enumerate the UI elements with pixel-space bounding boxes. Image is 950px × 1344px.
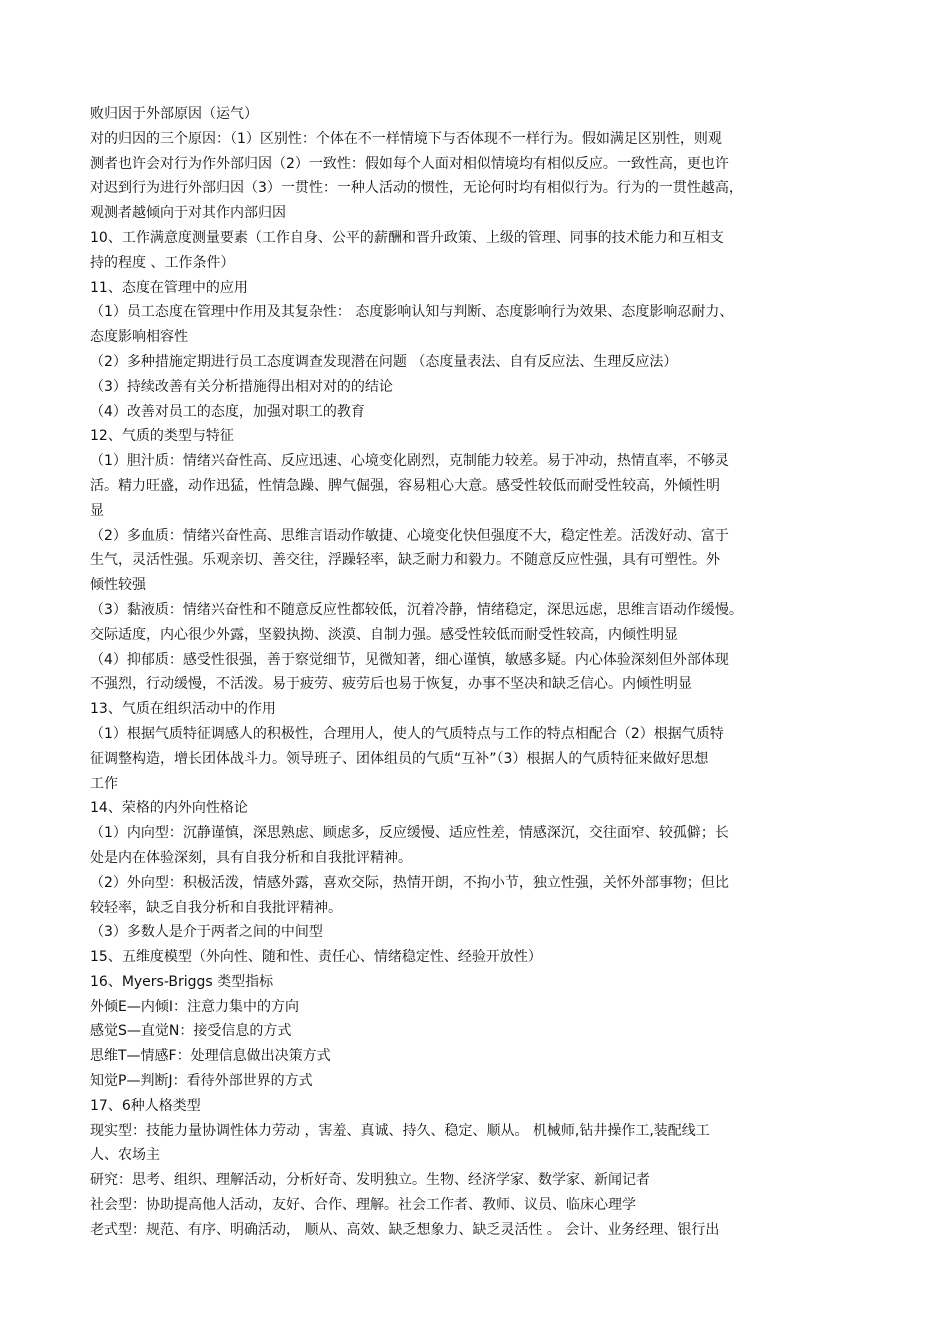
text-line: 观测者越倾向于对其作内部归因 bbox=[90, 205, 286, 222]
text-line: （2）多血质：情绪兴奋性高、思维言语动作敏捷、心境变化快但强度不大，稳定性差。活泼好动、富于 bbox=[90, 527, 729, 544]
text-line: 测者也许会对行为作外部归因（2）一致性：假如每个人面对相似情境均有相似反应。一致性高，更也许 bbox=[90, 155, 729, 172]
text-line: 较轻率，缺乏自我分析和自我批评精神。 bbox=[90, 899, 342, 916]
text-line: （4）改善对员工的态度，加强对职工的教育 bbox=[90, 403, 365, 420]
text-line: （3）多数人是介于两者之间的中间型 bbox=[90, 924, 323, 941]
text-line: 不强烈，行动缓慢，不活泼。易于疲劳、疲劳后也易于恢复，办事不坚决和缺乏信心。内倾性明显 bbox=[90, 676, 692, 693]
text-line: 交际适度，内心很少外露，坚毅执拗、淡漠、自制力强。感受性较低而耐受性较高，内倾性明显 bbox=[90, 626, 678, 643]
text-line: 态度影响相容性 bbox=[90, 329, 188, 346]
section-heading: 17、6种人格类型 bbox=[90, 1097, 201, 1114]
text-line: 败归因于外部原因（运气） bbox=[90, 106, 258, 122]
text-line: （1）内向型：沉静谨慎，深思熟虑、顾虑多，反应缓慢、适应性差，情感深沉，交往面窄、较孤僻；长 bbox=[90, 825, 729, 842]
text-line: 感觉S—直觉N：接受信息的方式 bbox=[90, 1023, 292, 1040]
text-line: 征调整构造，增长团体战斗力。领导班子、团体组员的气质“互补”（3）根据人的气质特征来做好思想 bbox=[90, 750, 709, 767]
text-line: 外倾E—内倾I：注意力集中的方向 bbox=[90, 998, 299, 1015]
section-heading: 16、Myers-Briggs 类型指标 bbox=[90, 973, 274, 990]
text-line: 人、农场主 bbox=[90, 1147, 160, 1164]
text-line: 显 bbox=[90, 502, 104, 519]
section-heading: 11、态度在管理中的应用 bbox=[90, 279, 248, 296]
section-heading: 14、荣格的内外向性格论 bbox=[90, 800, 248, 817]
text-line: （3）黏液质：情绪兴奋性和不随意反应性都较低，沉着冷静，情绪稳定，深思远虑，思维言语动作缓慢。 bbox=[90, 601, 743, 618]
text-line: （1）根据气质特征调感人的积极性，合理用人，使人的气质特点与工作的特点相配合（2）根据气质特 bbox=[90, 725, 724, 742]
text-line: 对迟到行为进行外部归因（3）一贯性：一种人活动的惯性，无论何时均有相似行为。行为的一贯性越高， bbox=[90, 180, 743, 197]
section-heading: 15、五维度模型（外向性、随和性、责任心、情绪稳定性、经验开放性） bbox=[90, 949, 542, 966]
section-heading: 10、工作满意度测量要素（工作自身、公平的薪酬和晋升政策、上级的管理、同事的技术能力和互相支 bbox=[90, 229, 724, 246]
text-line: （2）多种措施定期进行员工态度调查发现潜在问题 （态度量表法、自有反应法、生理反应法） bbox=[90, 353, 678, 370]
text-line: 工作 bbox=[90, 775, 118, 792]
text-line: 生气，灵活性强。乐观亲切、善交往，浮躁轻率，缺乏耐力和毅力。不随意反应性强，具有可塑性。外 bbox=[90, 552, 720, 569]
text-line: （2）外向型：积极活泼，情感外露，喜欢交际，热情开朗，不拘小节，独立性强，关怀外部事物；但比 bbox=[90, 874, 729, 891]
text-line: （4）抑郁质：感受性很强，善于察觉细节，见微知著，细心谨慎，敏感多疑。内心体验深刻但外部体现 bbox=[90, 651, 729, 668]
text-line: 思维T—情感F：处理信息做出决策方式 bbox=[90, 1048, 331, 1065]
document-page bbox=[90, 102, 880, 1243]
text-line: 持的程度 、工作条件） bbox=[90, 254, 235, 271]
text-line: 现实型：技能力量协调性体力劳动 ，害羞、真诚、持久、稳定、顺从。 机械师,钻井操作工,装配线工 bbox=[90, 1122, 710, 1139]
text-line: 社会型：协助提高他人活动，友好、合作、理解。社会工作者、教师、议员、临床心理学 bbox=[90, 1197, 636, 1214]
text-line: （3）持续改善有关分析措施得出相对对的的结论 bbox=[90, 378, 393, 395]
text-line: 活。精力旺盛，动作迅猛，性情急躁、脾气倔强，容易粗心大意。感受性较低而耐受性较高，外倾性明 bbox=[90, 477, 720, 494]
text-line: 老式型：规范、有序、明确活动， 顺从、高效、缺乏想象力、缺乏灵活性 。 会计、业务经理、银行出 bbox=[90, 1221, 720, 1238]
text-line: （1）胆汁质：情绪兴奋性高、反应迅速、心境变化剧烈，克制能力较差。易于冲动，热情直率，不够灵 bbox=[90, 453, 729, 470]
section-heading: 12、气质的类型与特征 bbox=[90, 428, 234, 445]
text-line: 对的归因的三个原因：（1）区别性：个体在不一样情境下与否体现不一样行为。假如满足区别性，则观 bbox=[90, 130, 722, 147]
section-heading: 13、气质在组织活动中的作用 bbox=[90, 701, 276, 718]
text-line: 研究：思考、组织、理解活动，分析好奇、发明独立。生物、经济学家、数学家、新闻记者 bbox=[90, 1172, 650, 1189]
text-line: 知觉P—判断J：看待外部世界的方式 bbox=[90, 1073, 313, 1090]
text-line: 倾性较强 bbox=[90, 577, 146, 594]
text-line: （1）员工态度在管理中作用及其复杂性： 态度影响认知与判断、态度影响行为效果、态度影响忍耐力、 bbox=[90, 304, 734, 321]
text-line: 处是内在体验深刻，具有自我分析和自我批评精神。 bbox=[90, 849, 412, 866]
